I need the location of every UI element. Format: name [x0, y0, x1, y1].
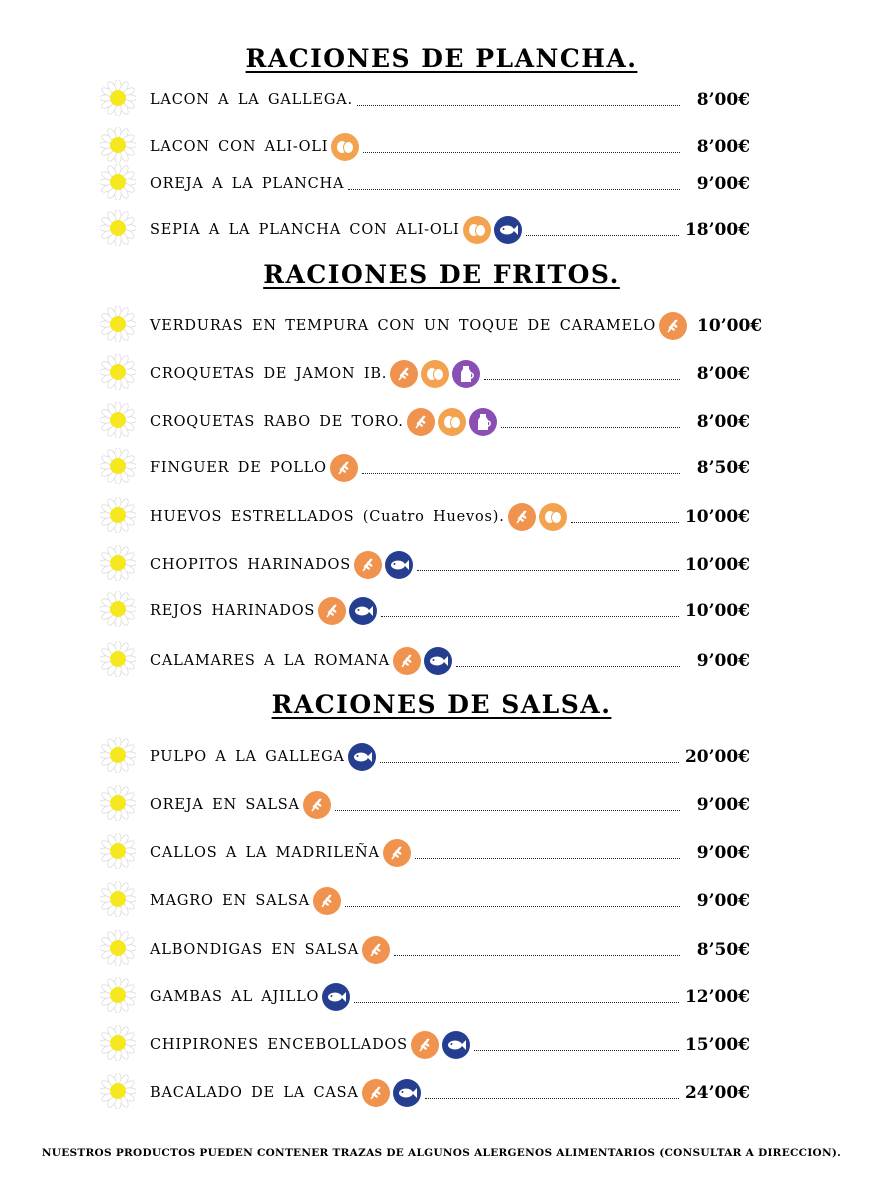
- menu-item: [100, 354, 750, 394]
- menu-item-price: 10’00€: [684, 601, 750, 621]
- menu-item-price: 8’00€: [696, 412, 750, 432]
- dot-leader: [348, 189, 680, 190]
- menu-item-price: 8’00€: [696, 137, 750, 157]
- daisy-bullet-icon: [100, 164, 136, 200]
- menu-item: [100, 833, 750, 873]
- menu-item-name: VERDURAS EN TEMPURA CON UN TOQUE DE CARAMELO: [150, 318, 657, 334]
- dot-leader: [335, 810, 680, 811]
- menu-item-price: 9’00€: [696, 174, 750, 194]
- menu-item-name: OREJA EN SALSA: [150, 797, 300, 813]
- gluten-allergen-icon: [407, 408, 435, 436]
- menu-item-price: 10’00€: [684, 507, 750, 527]
- menu-item-name: SEPIA A LA PLANCHA CON ALI-OLI: [150, 222, 460, 238]
- egg-allergen-icon: [421, 360, 449, 388]
- menu-item: [100, 306, 763, 346]
- gluten-allergen-icon: [318, 597, 346, 625]
- menu-item: [100, 930, 750, 970]
- daisy-bullet-icon: [100, 881, 136, 917]
- dot-leader: [381, 616, 679, 617]
- menu-item: [100, 402, 750, 442]
- daisy-bullet-icon: [100, 833, 136, 869]
- daisy-bullet-icon: [100, 306, 136, 342]
- menu-item: [100, 80, 750, 120]
- daisy-bullet-icon: [100, 127, 136, 163]
- menu-item-name: CROQUETAS RABO DE TORO.: [150, 414, 404, 430]
- dot-leader: [417, 570, 679, 571]
- fish-allergen-icon: [393, 1079, 421, 1107]
- egg-allergen-icon: [331, 133, 359, 161]
- daisy-bullet-icon: [100, 545, 136, 581]
- dot-leader: [501, 427, 680, 428]
- menu-item-name: CALLOS A LA MADRILEÑA: [150, 845, 380, 861]
- menu-item-name: CHOPITOS HARINADOS: [150, 557, 351, 573]
- menu-item-price: 8’00€: [696, 364, 750, 384]
- menu-item-price: 8’00€: [696, 90, 750, 110]
- milk-allergen-icon: [452, 360, 480, 388]
- daisy-bullet-icon: [100, 210, 136, 246]
- daisy-bullet-icon: [100, 785, 136, 821]
- allergen-disclaimer: NUESTROS PRODUCTOS PUEDEN CONTENER TRAZAS DE ALGUNOS ALERGENOS ALIMENTARIOS (CONSULTAR A DIRECCION).: [41, 1147, 842, 1159]
- fish-allergen-icon: [442, 1031, 470, 1059]
- gluten-allergen-icon: [303, 791, 331, 819]
- daisy-bullet-icon: [100, 402, 136, 438]
- menu-item-price: 9’00€: [696, 651, 750, 671]
- menu-item-price: 24’00€: [684, 1083, 750, 1103]
- section-title-salsa: RACIONES DE SALSA.: [271, 690, 612, 719]
- menu-item-name: REJOS HARINADOS: [150, 603, 316, 619]
- menu-item-price: 9’00€: [696, 891, 750, 911]
- gluten-allergen-icon: [390, 360, 418, 388]
- gluten-allergen-icon: [313, 887, 341, 915]
- gluten-allergen-icon: [330, 454, 358, 482]
- daisy-bullet-icon: [100, 354, 136, 390]
- daisy-bullet-icon: [100, 80, 136, 116]
- gluten-allergen-icon: [411, 1031, 439, 1059]
- menu-item-name: HUEVOS ESTRELLADOS (Cuatro Huevos).: [150, 509, 505, 525]
- menu-item-price: 12’00€: [684, 987, 750, 1007]
- dot-leader: [571, 522, 679, 523]
- menu-item-price: 9’00€: [696, 795, 750, 815]
- menu-item-name: FINGUER DE POLLO: [150, 460, 327, 476]
- gluten-allergen-icon: [354, 551, 382, 579]
- daisy-bullet-icon: [100, 737, 136, 773]
- dot-leader: [345, 906, 680, 907]
- milk-allergen-icon: [469, 408, 497, 436]
- menu-item: [100, 1073, 750, 1113]
- menu-item-name: CALAMARES A LA ROMANA: [150, 653, 390, 669]
- menu-item: [100, 591, 750, 631]
- gluten-allergen-icon: [362, 1079, 390, 1107]
- menu-item-price: 8’50€: [696, 940, 750, 960]
- menu-item: [100, 164, 750, 204]
- dot-leader: [380, 762, 679, 763]
- menu-item-name: PULPO A LA GALLEGA: [150, 749, 345, 765]
- gluten-allergen-icon: [383, 839, 411, 867]
- section-title-fritos: RACIONES DE FRITOS.: [263, 260, 620, 289]
- menu-item: [100, 210, 750, 250]
- dot-leader: [425, 1098, 679, 1099]
- dot-leader: [415, 858, 680, 859]
- fish-allergen-icon: [385, 551, 413, 579]
- menu-item-price: 10’00€: [684, 555, 750, 575]
- menu-item-name: CROQUETAS DE JAMON IB.: [150, 366, 388, 382]
- menu-item-name: BACALADO DE LA CASA: [150, 1085, 359, 1101]
- menu-item-price: 15’00€: [684, 1035, 750, 1055]
- fish-allergen-icon: [424, 647, 452, 675]
- daisy-bullet-icon: [100, 1025, 136, 1061]
- menu-item: [100, 497, 750, 537]
- daisy-bullet-icon: [100, 641, 136, 677]
- menu-item: [100, 641, 750, 681]
- egg-allergen-icon: [438, 408, 466, 436]
- daisy-bullet-icon: [100, 497, 136, 533]
- dot-leader: [394, 955, 680, 956]
- menu-item: [100, 737, 750, 777]
- gluten-allergen-icon: [362, 936, 390, 964]
- menu-item-name: MAGRO EN SALSA: [150, 893, 310, 909]
- menu-item: [100, 785, 750, 825]
- menu-item-name: ALBONDIGAS EN SALSA: [150, 942, 360, 958]
- egg-allergen-icon: [539, 503, 567, 531]
- section-title-plancha: RACIONES DE PLANCHA.: [245, 44, 638, 73]
- menu-item-price: 18’00€: [684, 220, 750, 240]
- dot-leader: [354, 1002, 679, 1003]
- menu-item-name: LACON A LA GALLEGA.: [150, 92, 353, 108]
- fish-allergen-icon: [494, 216, 522, 244]
- gluten-allergen-icon: [393, 647, 421, 675]
- menu-item: [100, 1025, 750, 1065]
- menu-item-price: 8’50€: [696, 458, 750, 478]
- menu-item-name: GAMBAS AL AJILLO: [150, 989, 320, 1005]
- menu-item-price: 20’00€: [684, 747, 750, 767]
- daisy-bullet-icon: [100, 977, 136, 1013]
- dot-leader: [357, 105, 680, 106]
- dot-leader: [526, 235, 679, 236]
- menu-item: [100, 448, 750, 488]
- dot-leader: [484, 379, 680, 380]
- dot-leader: [363, 152, 680, 153]
- daisy-bullet-icon: [100, 448, 136, 484]
- menu-item-price: 10’00€: [697, 316, 763, 336]
- fish-allergen-icon: [348, 743, 376, 771]
- daisy-bullet-icon: [100, 591, 136, 627]
- egg-allergen-icon: [463, 216, 491, 244]
- dot-leader: [362, 473, 680, 474]
- menu-item-name: OREJA A LA PLANCHA: [150, 176, 345, 192]
- fish-allergen-icon: [322, 983, 350, 1011]
- daisy-bullet-icon: [100, 1073, 136, 1109]
- menu-item: [100, 545, 750, 585]
- menu-item: [100, 127, 750, 167]
- gluten-allergen-icon: [508, 503, 536, 531]
- fish-allergen-icon: [349, 597, 377, 625]
- menu-item: [100, 977, 750, 1017]
- dot-leader: [456, 666, 680, 667]
- menu-item-name: CHIPIRONES ENCEBOLLADOS: [150, 1037, 408, 1053]
- menu-item-name: LACON CON ALI-OLI: [150, 139, 329, 155]
- dot-leader: [474, 1050, 679, 1051]
- gluten-allergen-icon: [659, 312, 687, 340]
- menu-item: [100, 881, 750, 921]
- daisy-bullet-icon: [100, 930, 136, 966]
- menu-item-price: 9’00€: [696, 843, 750, 863]
